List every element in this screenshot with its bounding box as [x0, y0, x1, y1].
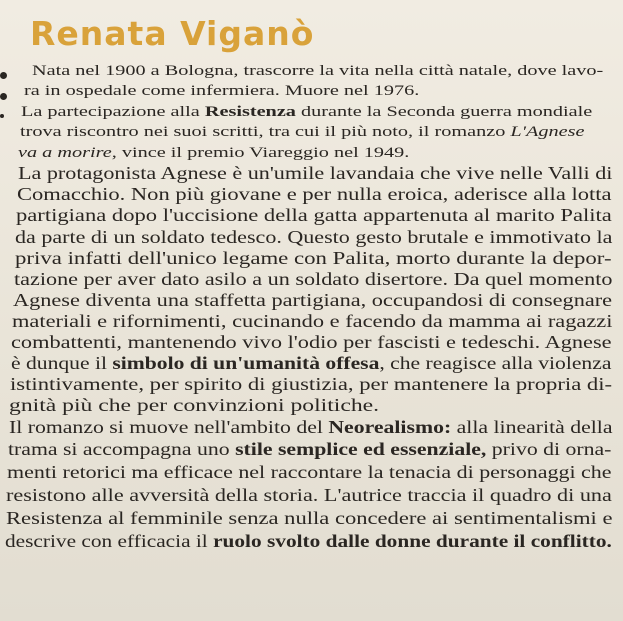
style-line-4: resistono alle avversità della storia. L'autrice traccia il quadro di una	[6, 485, 612, 505]
plot-line-12: gnità più che per convinzioni politiche.	[9, 395, 380, 415]
plot-line-11: istintivamente, per spirito di giustizia, per mantenere la propria di-	[10, 374, 613, 394]
bio-line-2: ra in ospedale come infermiera. Muore nel 1976.	[24, 83, 420, 99]
style-line-1: Il romanzo si muove nell'ambito del Neorealismo: alla linearità della	[9, 417, 613, 437]
bio-line-3: La partecipazione alla Resistenza durante la Seconda guerra mondiale	[21, 104, 593, 120]
bio-line-5: va a morire, vince il premio Viareggio nel 1949.	[18, 145, 410, 161]
bio-line-1: Nata nel 1900 a Bologna, trascorre la vita nella città natale, dove lavo-	[32, 63, 604, 79]
plot-line-2: Comacchio. Non più giovane e per nulla eroica, aderisce alla lotta	[17, 184, 612, 204]
style-line-6: descrive con efficacia il ruolo svolto dalle donne durante il conflitto.	[5, 531, 612, 551]
plot-line-6: tazione per aver dato asilo a un soldato disertore. Da quel momento	[14, 269, 613, 289]
plot-line-10: è dunque il simbolo di un'umanità offesa, che reagisce alla violenza	[11, 353, 612, 373]
bullet-mark	[0, 72, 7, 79]
plot-line-7: Agnese diventa una staffetta partigiana, occupandosi di consegnare	[13, 290, 613, 310]
plot-line-1: La protagonista Agnese è un'umile lavandaia che vive nelle Valli di	[18, 163, 613, 183]
plot-line-9: combattenti, mantenendo vivo l'odio per fascisti e tedeschi. Agnese	[11, 332, 612, 352]
plot-line-8: materiali e rifornimenti, cucinando e facendo da mamma ai ragazzi	[12, 311, 613, 331]
plot-line-5: priva infatti dell'unico legame con Palita, morto durante la depor-	[15, 248, 612, 268]
page-title: Renata Viganò	[30, 14, 315, 53]
bullet-mark	[0, 114, 4, 118]
style-line-2: trama si accompagna uno stile semplice ed essenziale, privo di orna-	[8, 439, 612, 459]
style-line-3: menti retorici ma efficace nel raccontare la tenacia di personaggi che	[7, 462, 612, 482]
plot-line-4: da parte di un soldato tedesco. Questo gesto brutale e immotivato la	[15, 227, 613, 247]
bio-line-4: trova riscontro nei suoi scritti, tra cui il più noto, il romanzo L'Agnese	[20, 124, 585, 140]
style-line-5: Resistenza al femminile senza nulla concedere ai sentimentalismi e	[6, 508, 613, 528]
plot-line-3: partigiana dopo l'uccisione della gatta appartenuta al marito Palita	[16, 205, 612, 225]
bullet-mark	[0, 93, 7, 100]
